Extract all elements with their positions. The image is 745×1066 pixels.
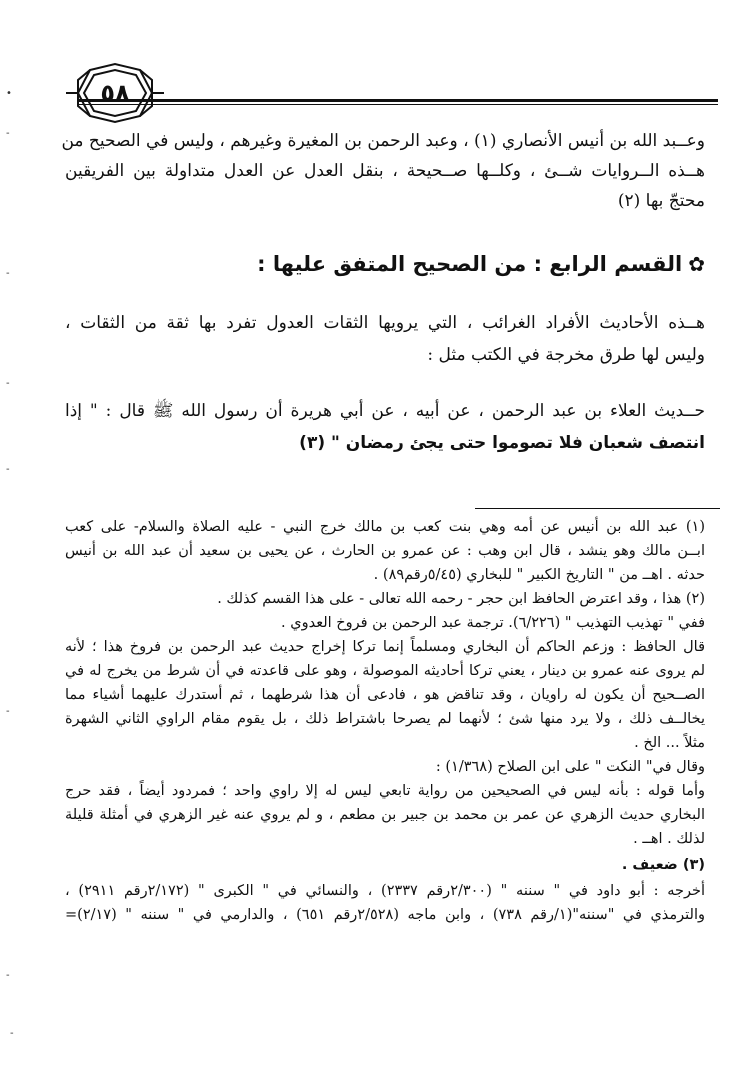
- footnote-line: الصــحيح أن يكون له راويان ، وقد تناقض هو ، فادعى أن هذا شرطهما ، ثم أستدرك عليهما أشياء مما: [65, 687, 705, 703]
- page-number: ٥٨: [100, 79, 130, 107]
- margin-mark: -: [6, 970, 10, 981]
- footnote-line: مثلاً ... الخ .: [634, 735, 705, 751]
- footnote-line: البخاري حديث الزهري عن عمر بن محمد بن جبير بن مطعم ، و لم يروي عنه غير الزهري في أمثلة قليلة: [65, 807, 705, 823]
- body-text-line: وعــبد الله بن أنيس الأنصاري (١) ، وعبد الرحمن بن المغيرة وغيرهم ، وليس في الصحيح من: [61, 131, 705, 151]
- body-text-line: هــذه الــروايات شــئ ، وكلــها صــحيحة ، بنقل العدل عن العدل متداولة بين الفريقين: [65, 161, 705, 181]
- footnote-line: والترمذي في "سننه"(١/رقم ٧٣٨) ، وابن ماجه (٢/٥٢٨رقم ٦٥١) ، والدارمي في " سننه " (٢/١٧)=: [65, 907, 705, 923]
- footnote-line: (١) عبد الله بن أنيس عن أمه وهي بنت كعب بن مالك خرج النبي - عليه الصلاة والسلام- على كعب: [65, 519, 705, 535]
- margin-mark: -: [6, 268, 10, 279]
- margin-mark: -: [6, 464, 10, 475]
- flower-icon: ✿: [688, 252, 705, 276]
- header-rule: [78, 99, 718, 102]
- footnote-line: وأما قوله : بأنه ليس في الصحيحين من رواية تابعي ليس له إلا راوي واحد ؛ فمردود أيضاً ، فقد حرج: [65, 783, 705, 799]
- body-text-line: وليس لها طرق مخرجة في الكتب مثل :: [427, 345, 705, 365]
- hadith-text-bold: انتصف شعبان فلا تصوموا حتى يجئ رمضان " (٣): [299, 433, 705, 453]
- footnote-separator: [475, 508, 720, 509]
- footnote-line: ابــن مالك وهو ينشد ، قال ابن وهب : عن عمرو بن الحارث ، عن يحيى بن سعيد أن عبد الله بن أنيس: [65, 543, 705, 559]
- margin-mark: -: [6, 128, 10, 139]
- margin-mark: -: [10, 1028, 14, 1039]
- body-text-line: هــذه الأحاديث الأفراد الغرائب ، التي يرويها الثقات العدول تفرد بها ثقة من الثقات ،: [65, 313, 705, 333]
- hadith-line: حــديث العلاء بن عبد الرحمن ، عن أبيه ، عن أبي هريرة أن رسول الله ﷺ قال : " إذا: [65, 401, 705, 421]
- section-heading-text: القسم الرابع : من الصحيح المتفق عليها :: [257, 252, 683, 276]
- margin-mark: -: [6, 378, 10, 389]
- footnote-line: أخرجه : أبو داود في " سننه " (٢/٣٠٠رقم ٢٣٣٧) ، والنسائي في " الكبرى " (٢/١٧٢رقم ٢٩١١) ،: [65, 883, 705, 899]
- header-rule-thin: [78, 104, 718, 105]
- footnote-line: وقال في" النكت " على ابن الصلاح (١/٣٦٨) :: [435, 759, 705, 775]
- footnote-line: لذلك . اهــ .: [633, 831, 705, 847]
- footnote-line: (٢) هذا ، وقد اعترض الحافظ ابن حجر - رحمه الله تعالى - على هذا القسم كذلك .: [217, 591, 705, 607]
- footnote-line: ففي " تهذيب التهذيب " (٦/٢٢٦). ترجمة عبد الرحمن بن فروخ العدوي .: [281, 615, 705, 631]
- body-text-line: محتجّ بها (٢): [617, 191, 705, 211]
- footnote-line: قال الحافظ : وزعم الحاكم أن البخاري ومسلماً إنما تركا إخراج حديث عبد الرحمن بن فروخ هذا ؛ لأنه: [65, 639, 705, 655]
- footnote-line: يخالــف ذلك ، ولا يرد منها شئ ؛ لأنهما لم يصرحا باشتراط ذلك ، بل يقوم مقام الراوي الثاني الشهرة: [65, 711, 705, 727]
- footnote-line-grade: (٣) ضعيف .: [621, 857, 705, 873]
- footnote-line: لم يروى عنه عمرو بن دينار ، يعني تركا أحاديثه الموصولة ، وهو على قاعدته في أن شرط من يخرج له في: [65, 663, 705, 679]
- margin-mark: •: [6, 88, 12, 99]
- footnote-line: حدثه . اهــ من " التاريخ الكبير " للبخاري (٥/٤٥رقم٨٩) .: [373, 567, 705, 583]
- section-heading: [65, 252, 705, 286]
- margin-mark: -: [6, 706, 10, 717]
